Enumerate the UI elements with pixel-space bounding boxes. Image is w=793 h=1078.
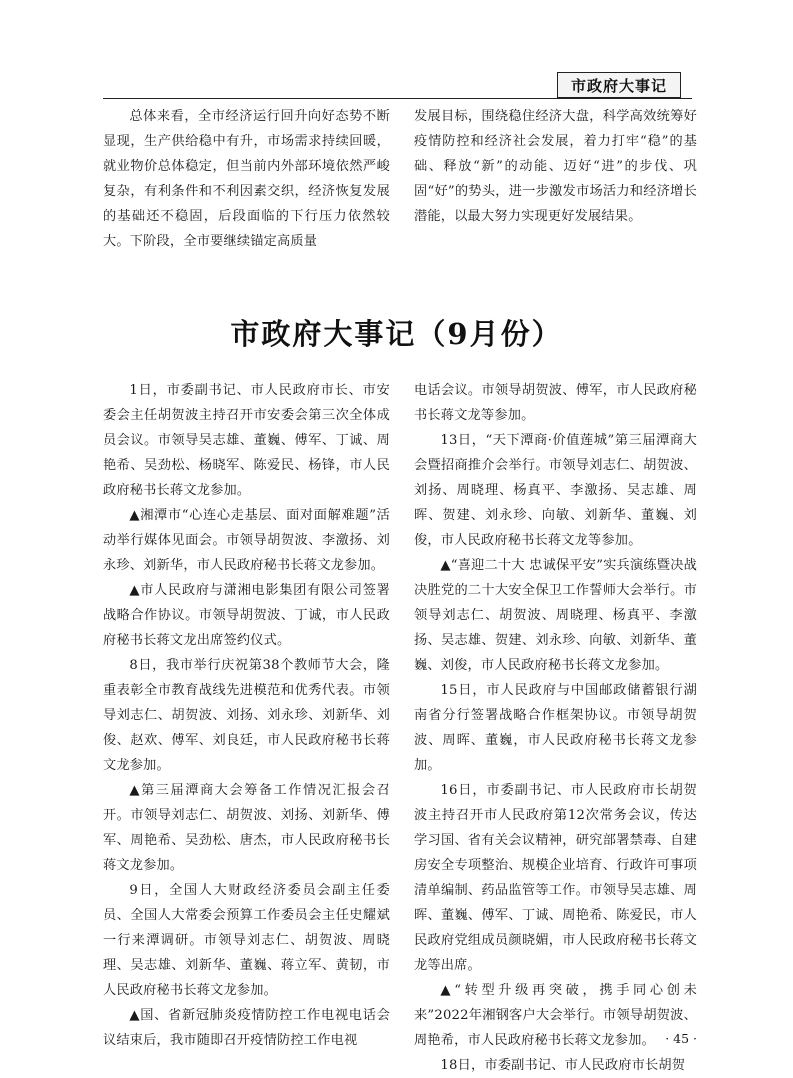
- intro-paragraph: 总体来看，全市经济运行回升向好态势不断显现，生产供给稳中有升，市场需求持续回暖，就业物价总体稳定，但当前内外部环境依然严峻复杂，有利条件和不利因素交织，经济恢复发展的基础还不稳固，后段面临的下行压力依然较大。下阶段，全市要继续锚定高质量: [103, 109, 390, 249]
- article-title: 市政府大事记（9月份）: [230, 317, 563, 351]
- event-paragraph: 8日，我市举行庆祝第38个教师节大会，隆重表彰全市教育战线先进模范和优秀代表。市领导刘志仁、胡贺波、刘扬、刘永珍、刘新华、刘俊、赵欢、傅军、刘良廷，市人民政府秘书长蒋文龙参加。: [103, 658, 390, 773]
- event-paragraph: 15日，市人民政府与中国邮政储蓄银行湖南省分行签署战略合作框架协议。市领导胡贺波、周晖、董巍，市人民政府秘书长蒋文龙参加。: [414, 683, 697, 773]
- article-right-column: [414, 378, 697, 1078]
- page-number: · 45 ·: [665, 1031, 697, 1046]
- intro-left-column: [103, 104, 390, 254]
- event-paragraph: 1日，市委副书记、市人民政府市长、市安委会主任胡贺波主持召开市安委会第三次全体成员会议。市领导吴志雄、董巍、傅军、丁诚、周艳希、吴劲松、杨晓军、陈爱民、杨锋，市人民政府秘书长蒋文龙参加。: [103, 383, 390, 498]
- header-rule: [103, 98, 692, 99]
- event-paragraph: ▲“喜迎二十大 忠诚保平安”实兵演练暨决战决胜党的二十大安全保卫工作誓师大会举行。市领导刘志仁、胡贺波、周晓理、杨真平、李激扬、吴志雄、贺建、刘永珍、向敏、刘新华、董巍、刘俊，市人民政府秘书长蒋文龙参加。: [414, 558, 697, 673]
- event-paragraph: 13日，“天下潭商·价值莲城”第三届潭商大会暨招商推介会举行。市领导刘志仁、胡贺波、刘扬、周晓理、杨真平、李激扬、吴志雄、周晖、贺建、刘永珍、向敏、刘新华、董巍、刘俊，市人民政府秘书长蒋文龙等参加。: [414, 433, 697, 548]
- event-paragraph: ▲市人民政府与潇湘电影集团有限公司签署战略合作协议。市领导胡贺波、丁诚，市人民政府秘书长蒋文龙出席签约仪式。: [103, 583, 390, 648]
- section-tag: 市政府大事记: [557, 72, 681, 98]
- event-paragraph: ▲“转型升级再突破，携手同心创未来”2022年湘钢客户大会举行。市领导胡贺波、周艳希，市人民政府秘书长蒋文龙参加。: [414, 983, 697, 1048]
- event-paragraph: ▲国、省新冠肺炎疫情防控工作电视电话会议结束后，我市随即召开疫情防控工作电视: [103, 1008, 390, 1048]
- event-paragraph-continued: 电话会议。市领导胡贺波、傅军，市人民政府秘书长蒋文龙等参加。: [414, 383, 697, 423]
- event-paragraph: ▲湘潭市“心连心走基层、面对面解难题”活动举行媒体见面会。市领导胡贺波、李激扬、刘永珍、刘新华，市人民政府秘书长蒋文龙参加。: [103, 508, 390, 573]
- event-paragraph: 18日，市委副书记、市人民政府市长胡贺: [440, 1058, 686, 1073]
- event-paragraph: ▲第三届潭商大会筹备工作情况汇报会召开。市领导刘志仁、胡贺波、刘扬、刘新华、傅军、周艳希、吴劲松、唐杰，市人民政府秘书长蒋文龙参加。: [103, 783, 390, 873]
- intro-paragraph-continued: 发展目标，围绕稳住经济大盘，科学高效统筹好疫情防控和经济社会发展，着力打牢“稳”的基础、释放“新”的动能、迈好“进”的步伐、巩固“好”的势头，进一步激发市场活力和经济增长潜能，以最大努力实现更好发展结果。: [414, 109, 697, 224]
- event-paragraph: 16日，市委副书记、市人民政府市长胡贺波主持召开市人民政府第12次常务会议，传达学习国、省有关会议精神，研究部署禁毒、自建房安全专项整治、规模企业培育、行政许可事项清单编制、药品监管等工作。市领导吴志雄、周晖、董巍、傅军、丁诚、周艳希、陈爱民，市人民政府党组成员颜晓媚，市人民政府秘书长蒋文龙等出席。: [414, 783, 697, 973]
- event-paragraph: 9日，全国人大财政经济委员会副主任委员、全国人大常委会预算工作委员会主任史耀斌一行来潭调研。市领导刘志仁、胡贺波、周晓理、吴志雄、刘新华、董巍、蒋立军、黄韧，市人民政府秘书长蒋文龙参加。: [103, 883, 390, 998]
- article-left-column: [103, 378, 390, 1053]
- intro-right-column: [414, 104, 697, 229]
